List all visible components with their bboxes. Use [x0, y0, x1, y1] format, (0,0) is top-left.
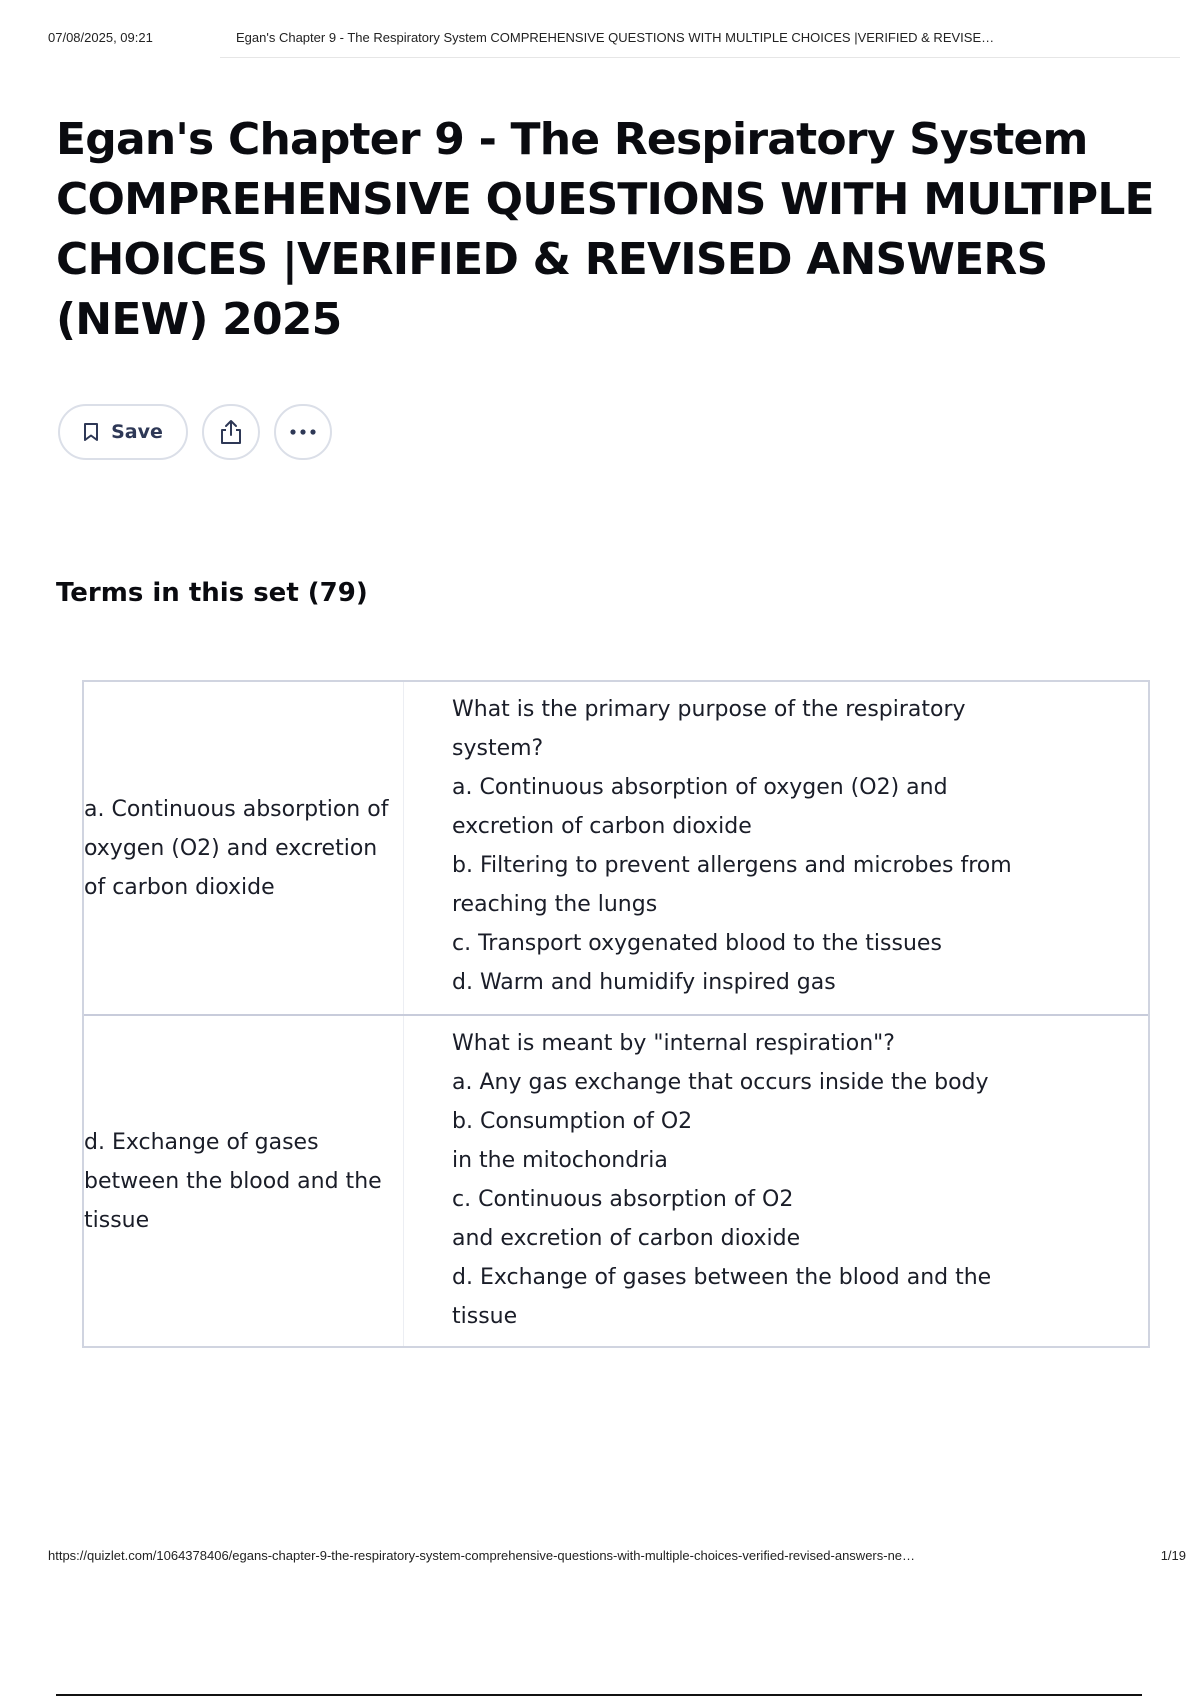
- question-line: What is the primary purpose of the respiratory: [452, 697, 966, 722]
- question-line: and excretion of carbon dioxide: [452, 1226, 801, 1251]
- question-line: b. Consumption of O2: [452, 1109, 693, 1134]
- more-options-button[interactable]: [274, 404, 332, 460]
- question-line: reaching the lungs: [452, 892, 658, 917]
- question-line: What is meant by "internal respiration"?: [452, 1031, 895, 1056]
- terms-table: [82, 680, 1150, 1348]
- term-answer: d. Exchange of gases between the blood and the tissue: [84, 1016, 404, 1346]
- save-label: Save: [111, 421, 163, 443]
- question-line: a. Any gas exchange that occurs inside the body: [452, 1070, 989, 1095]
- term-row: [84, 1014, 1148, 1346]
- term-question: [404, 682, 1148, 1014]
- more-horizontal-icon: [289, 428, 317, 436]
- save-button[interactable]: [58, 404, 188, 460]
- page-title: Egan's Chapter 9 - The Respiratory System COMPREHENSIVE QUESTIONS WITH MULTIPLE CHOICES |VERIFIED & REVISED ANSWERS (NEW) 2025: [56, 114, 1154, 345]
- question-line: c. Continuous absorption of O2: [452, 1187, 794, 1212]
- share-button[interactable]: [202, 404, 260, 460]
- bookmark-icon: [83, 422, 99, 442]
- question-line: in the mitochondria: [452, 1148, 668, 1173]
- print-date: 07/08/2025, 09:21: [48, 30, 153, 45]
- term-question: [404, 1016, 1148, 1346]
- question-line: d. Warm and humidify inspired gas: [452, 970, 836, 995]
- question-line: excretion of carbon dioxide: [452, 814, 752, 839]
- term-row: [84, 682, 1148, 1014]
- term-answer: a. Continuous absorption of oxygen (O2) and excretion of carbon dioxide: [84, 682, 404, 1014]
- page-url: https://quizlet.com/1064378406/egans-chapter-9-the-respiratory-system-comprehensive-questions-with-multiple-choices-verified-revised-answers-ne…: [48, 1548, 916, 1563]
- print-doc-title: Egan's Chapter 9 - The Respiratory System COMPREHENSIVE QUESTIONS WITH MULTIPLE CHOICES |VERIFIED & REVISE…: [236, 30, 995, 45]
- share-icon: [218, 418, 244, 446]
- header-divider: [220, 57, 1180, 58]
- question-line: a. Continuous absorption of oxygen (O2) and: [452, 775, 948, 800]
- page-number: 1/19: [1160, 1548, 1186, 1563]
- question-line: system?: [452, 736, 544, 761]
- question-line: tissue: [452, 1304, 518, 1329]
- terms-heading: Terms in this set (79): [56, 578, 368, 608]
- question-line: b. Filtering to prevent allergens and microbes from: [452, 853, 1012, 878]
- bottom-divider: [56, 1694, 1142, 1696]
- question-line: c. Transport oxygenated blood to the tissues: [452, 931, 942, 956]
- question-line: d. Exchange of gases between the blood and the: [452, 1265, 992, 1290]
